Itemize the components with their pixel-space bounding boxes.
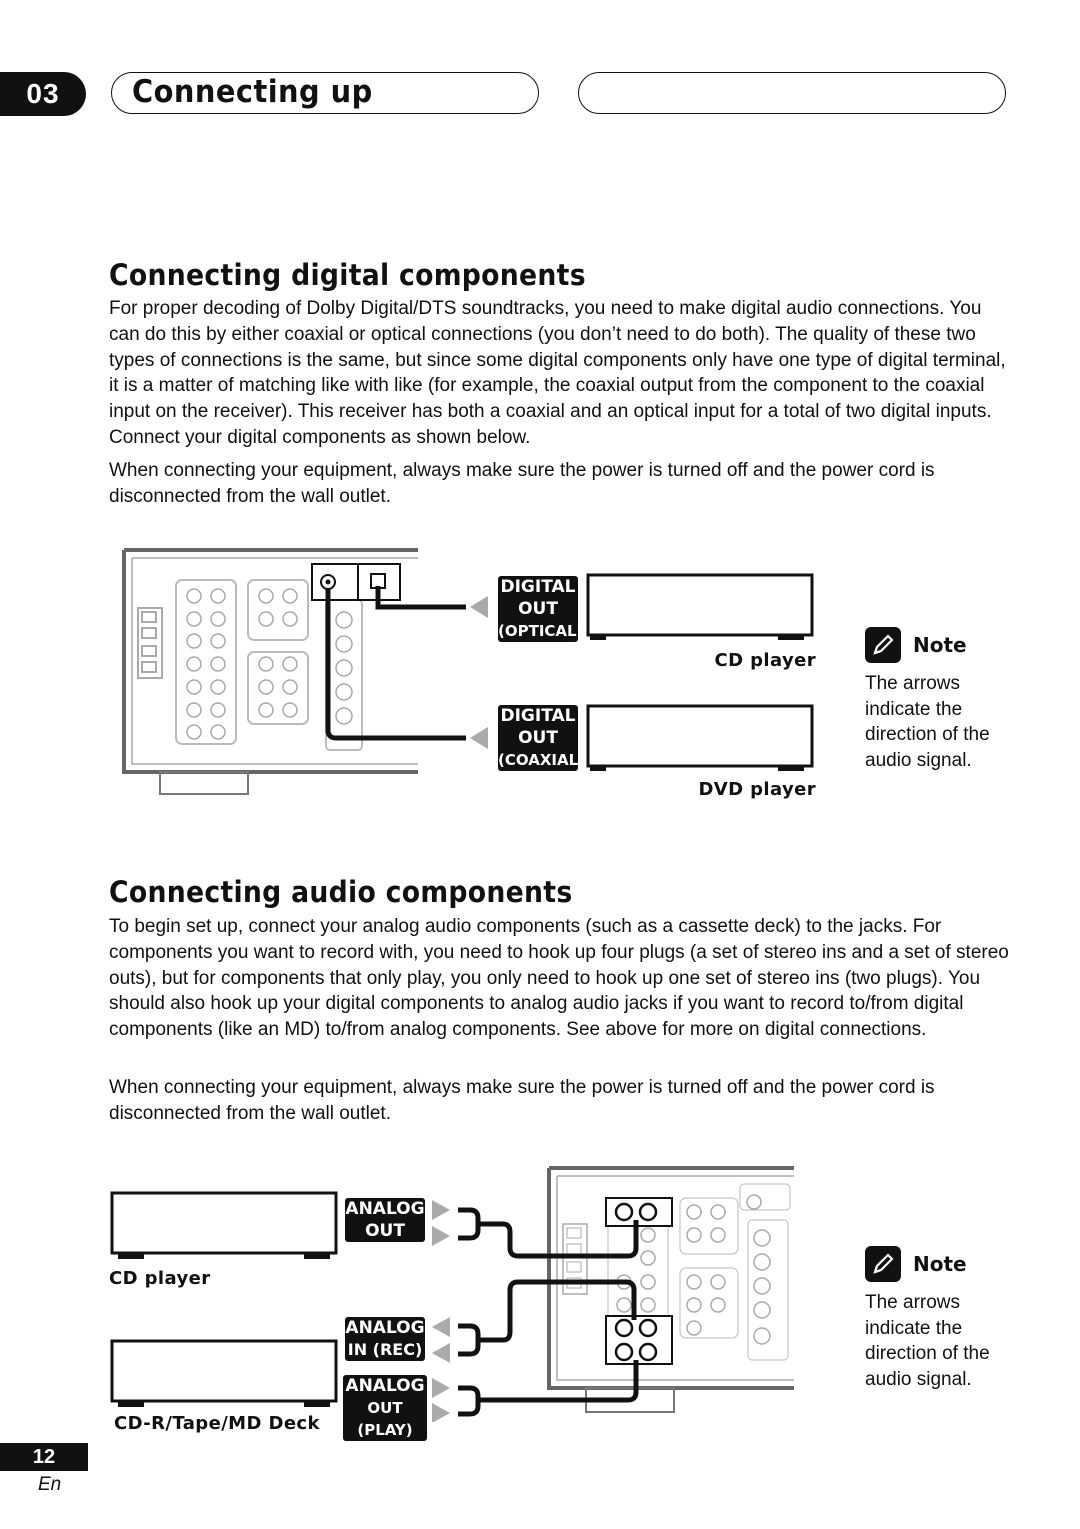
analog-out-play-tag xyxy=(343,1375,427,1441)
note-title: Note xyxy=(913,1252,967,1276)
cd-player-box-audio xyxy=(112,1193,336,1259)
note-text: The arrows indicate the direction of the audio signal. xyxy=(865,673,990,771)
analog-out-tag xyxy=(345,1198,425,1242)
cd-player-label: CD player xyxy=(714,650,816,671)
language-code: En xyxy=(38,1474,62,1495)
pencil-note-icon xyxy=(865,1246,901,1282)
analog-signal-arrows xyxy=(432,1200,450,1422)
coaxial-signal-arrow xyxy=(470,727,488,749)
deck-label: CD-R/Tape/MD Deck xyxy=(114,1413,320,1434)
audio-paragraph-2: When connecting your equipment, always make sure the power is turned off and the power cord is disconnected from the wall outlet. xyxy=(109,1077,935,1124)
optical-signal-arrow xyxy=(470,596,488,618)
note-audio xyxy=(865,1246,1025,1392)
tag-line: OUT xyxy=(518,599,558,619)
tag-line: (COAXIAL) xyxy=(498,751,585,769)
chapter-title: Connecting up xyxy=(132,74,373,110)
dvd-player-box xyxy=(588,706,812,771)
note-text: The arrows indicate the direction of the audio signal. xyxy=(865,1292,990,1390)
tag-line: DIGITAL xyxy=(500,706,576,726)
tag-line: OUT xyxy=(518,728,558,748)
note-title: Note xyxy=(913,633,967,657)
chapter-number-badge: 03 xyxy=(0,72,86,116)
page-number: 12 xyxy=(0,1443,88,1471)
tag-line: (OPTICAL) xyxy=(498,622,584,640)
digital-out-optical-tag xyxy=(498,576,584,642)
section-heading-digital: Connecting digital components xyxy=(109,258,586,292)
tag-line: ANALOG xyxy=(345,1318,425,1338)
cd-player-label-audio: CD player xyxy=(109,1268,211,1289)
tag-line: ANALOG xyxy=(345,1199,425,1219)
tag-line: OUT (PLAY) xyxy=(357,1399,413,1439)
dvd-player-label: DVD player xyxy=(698,779,816,800)
digital-paragraph-2: When connecting your equipment, always make sure the power is turned off and the power cord is disconnected from the wall outlet. xyxy=(109,460,935,507)
digital-connection-diagram xyxy=(118,540,828,810)
tag-line: ANALOG xyxy=(345,1376,425,1396)
tag-line: DIGITAL xyxy=(500,577,576,597)
note-digital xyxy=(865,627,1025,773)
deck-box xyxy=(112,1341,336,1407)
section-heading-audio: Connecting audio components xyxy=(109,875,573,909)
cd-player-box xyxy=(588,575,812,640)
digital-input-jacks xyxy=(312,564,400,600)
tag-line: IN (REC) xyxy=(347,1340,423,1359)
coaxial-cable xyxy=(328,588,466,738)
analog-in-rec-tag xyxy=(345,1317,425,1361)
header-blank-frame xyxy=(578,72,1006,114)
pencil-note-icon xyxy=(865,627,901,663)
tag-line: OUT xyxy=(365,1221,405,1241)
audio-paragraph-1: To begin set up, connect your analog audio components (such as a cassette deck) to the jacks. For components you want to record with, you need to hook up four plugs (a set of stereo ins and a set of stereo outs), but for components that only play, you only need to hook up one set of stereo ins (two plugs). You should also hook up your digital components to analog audio jacks if you want to record to/from digital components (like an MD) to/from analog components. See above for more on digital connections. xyxy=(109,916,1009,1041)
audio-connection-diagram xyxy=(108,1160,808,1422)
digital-out-coaxial-tag xyxy=(498,705,585,771)
digital-paragraph-1: For proper decoding of Dolby Digital/DTS soundtracks, you need to make digital audio connections. You can do this by either coaxial or optical connections (you don’t need to do both). The quality of these two types of connections is the same, but since some digital components only have one type of digital terminal, it is a matter of matching like with like (for example, the coaxial output from the component to the coaxial input on the receiver). This receiver has both a coaxial and an optical input for a total of two digital inputs. Connect your digital components as shown below. xyxy=(109,298,1006,448)
